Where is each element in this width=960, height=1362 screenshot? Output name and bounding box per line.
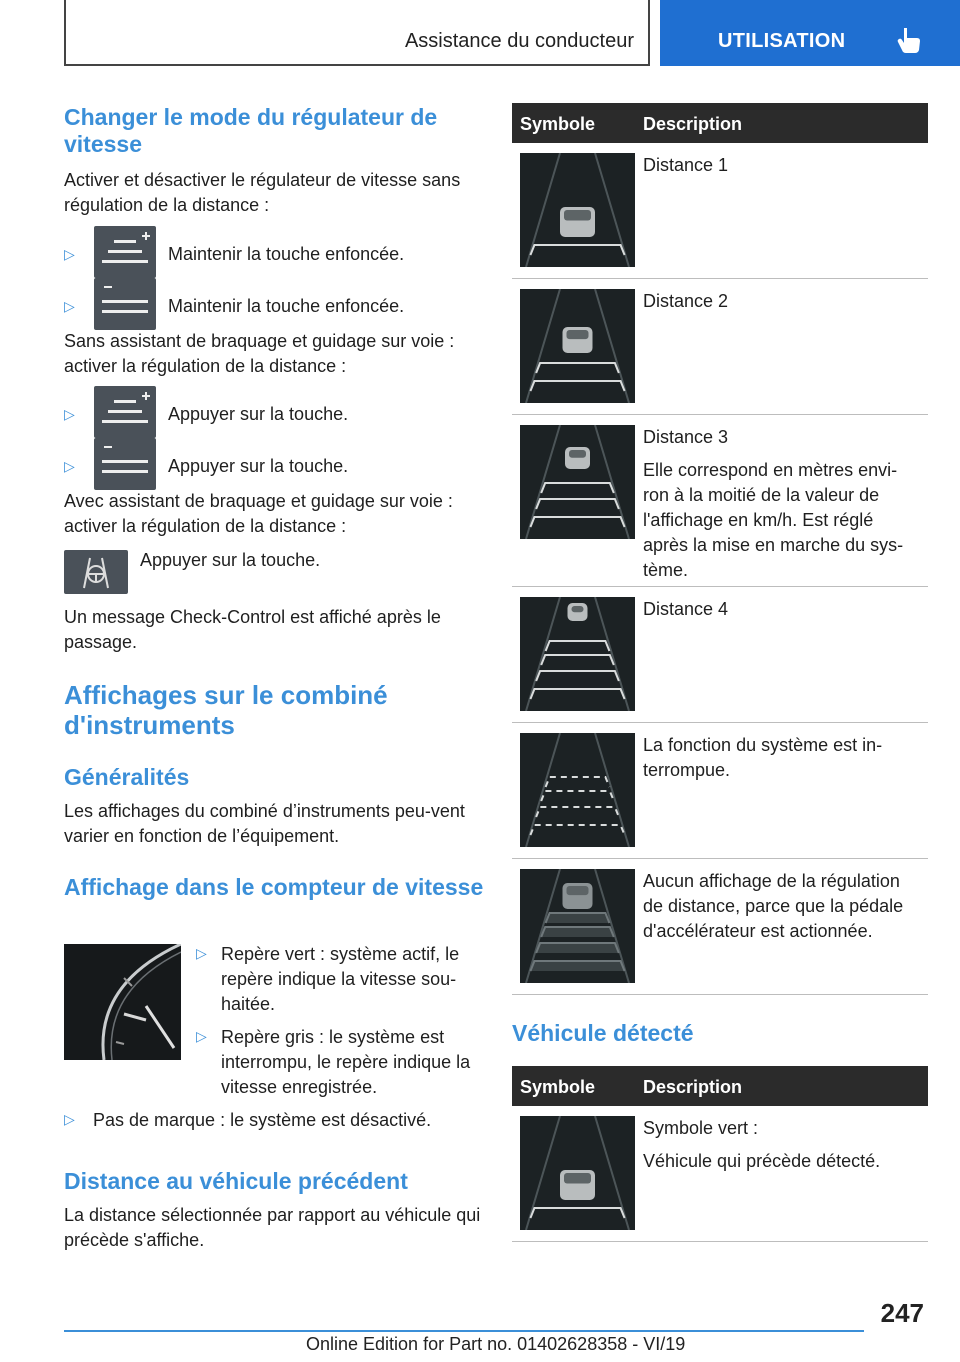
table1-col-symbol: Symbole xyxy=(520,114,596,134)
footer-edition: Online Edition for Part no. 01402628358 - VI/19 xyxy=(306,1334,686,1354)
page-number: 247 xyxy=(880,1298,924,1328)
header-chapter-box xyxy=(660,0,960,66)
header-section-title: Assistance du conducteur xyxy=(404,30,634,52)
distance-4-symbol-icon xyxy=(520,597,635,711)
row-text: Aucun affichage de la régulation de distance, parce que la pédale d'accélérateur est actionnée. xyxy=(643,871,904,941)
heading-generalites: Généralités xyxy=(64,764,190,790)
steering-assist-button-icon xyxy=(64,550,128,594)
bullet-none xyxy=(64,1108,484,1133)
header-section-box xyxy=(64,0,650,66)
text-press-3: Appuyer sur la touche. xyxy=(140,550,321,570)
table2-row xyxy=(512,1106,928,1242)
table1-header xyxy=(512,103,928,143)
row-text-detail: Véhicule qui précède détecté. xyxy=(643,1151,881,1171)
distance-3-symbol-icon xyxy=(520,425,635,539)
triangle-bullet-icon: ▷ xyxy=(64,406,75,422)
text-without-assist: Sans assistant de braquage et guidage sur voie : activer la régulation de la distance : xyxy=(64,331,455,376)
row-text: Symbole vert : xyxy=(643,1118,759,1138)
heading-compteur: Affichage dans le compteur de vitesse xyxy=(64,874,484,900)
heading-affichages: Affichages sur le combiné d'instruments xyxy=(64,680,388,740)
text-bullet-grey: Repère gris : le système est interrompu, le repère indique la vitesse enregistrée. xyxy=(221,1027,471,1097)
triangle-bullet-icon: ▷ xyxy=(196,1028,207,1044)
no-distance-regulation-symbol-icon xyxy=(520,869,635,983)
triangle-bullet-icon: ▷ xyxy=(64,1111,75,1127)
text-with-assist: Avec assistant de braquage et guidage sur voie : activer la régulation de la distance : xyxy=(64,491,453,536)
row-text: Distance 2 xyxy=(643,291,729,311)
row-text: Distance 1 xyxy=(643,155,729,175)
table2-col-desc: Description xyxy=(643,1077,743,1097)
header-chapter-title: UTILISATION xyxy=(718,30,846,52)
table1-row xyxy=(512,143,928,279)
bullet-green xyxy=(196,942,480,1017)
text-hold-1: Maintenir la touche enfoncée. xyxy=(168,244,405,264)
text-bullet-none: Pas de marque : le système est désactivé. xyxy=(93,1110,432,1130)
vehicle-detected-symbol-icon xyxy=(520,1116,635,1230)
triangle-bullet-icon: ▷ xyxy=(196,945,207,961)
table1-row xyxy=(512,279,928,415)
footer-divider xyxy=(64,1330,864,1332)
row-text-detail: Elle correspond en mètres envi-ron à la moitié de la valeur de l'affichage en km/h. Est réglé après la mise en marche du sys-tème. xyxy=(643,460,904,580)
row-text: La fonction du système est in-terrompue. xyxy=(643,735,883,780)
heading-vehicule-detecte: Véhicule détecté xyxy=(512,1020,694,1046)
system-interrupted-symbol-icon xyxy=(520,733,635,847)
distance-decrease-button-icon xyxy=(94,438,156,490)
triangle-bullet-icon: ▷ xyxy=(64,246,75,262)
text-press-2: Appuyer sur la touche. xyxy=(168,456,349,476)
text-bullet-green: Repère vert : système actif, le repère indique la vitesse sou-haitée. xyxy=(221,944,460,1014)
row-text: Distance 3 xyxy=(643,427,729,447)
table1-row xyxy=(512,723,928,859)
distance-2-symbol-icon xyxy=(520,289,635,403)
bullet-hold-2 xyxy=(64,278,484,330)
pointing-hand-icon xyxy=(896,26,922,54)
distance-1-symbol-icon xyxy=(520,153,635,267)
table1-row xyxy=(512,587,928,723)
distance-decrease-button-icon xyxy=(94,278,156,330)
triangle-bullet-icon: ▷ xyxy=(64,458,75,474)
text-activate: Activer et désactiver le régulateur de vitesse sans régulation de la distance : xyxy=(64,170,461,215)
text-message: Un message Check-Control est affiché après le passage. xyxy=(64,607,441,652)
heading-change-mode: Changer le mode du régulateur de vitesse xyxy=(64,104,438,157)
distance-increase-button-icon xyxy=(94,226,156,278)
speedometer-image xyxy=(64,944,181,1060)
table1-row xyxy=(512,859,928,995)
triangle-bullet-icon: ▷ xyxy=(64,298,75,314)
text-generalites: Les affichages du combiné d’instruments peu-vent varier en fonction de l’équipement. xyxy=(64,801,465,846)
bullet-press-2 xyxy=(64,438,484,490)
row-text: Distance 4 xyxy=(643,599,729,619)
text-distance: La distance sélectionnée par rapport au véhicule qui précède s'affiche. xyxy=(64,1205,481,1250)
distance-increase-button-icon xyxy=(94,386,156,438)
table2-header xyxy=(512,1066,928,1106)
text-press-1: Appuyer sur la touche. xyxy=(168,404,349,424)
heading-distance: Distance au véhicule précédent xyxy=(64,1168,408,1194)
table1-row xyxy=(512,415,928,587)
table1-col-desc: Description xyxy=(643,114,743,134)
bullet-press-1 xyxy=(64,386,484,438)
table2-col-symbol: Symbole xyxy=(520,1077,596,1097)
bullet-grey xyxy=(196,1025,480,1100)
text-hold-2: Maintenir la touche enfoncée. xyxy=(168,296,405,316)
bullet-hold-1 xyxy=(64,226,484,278)
